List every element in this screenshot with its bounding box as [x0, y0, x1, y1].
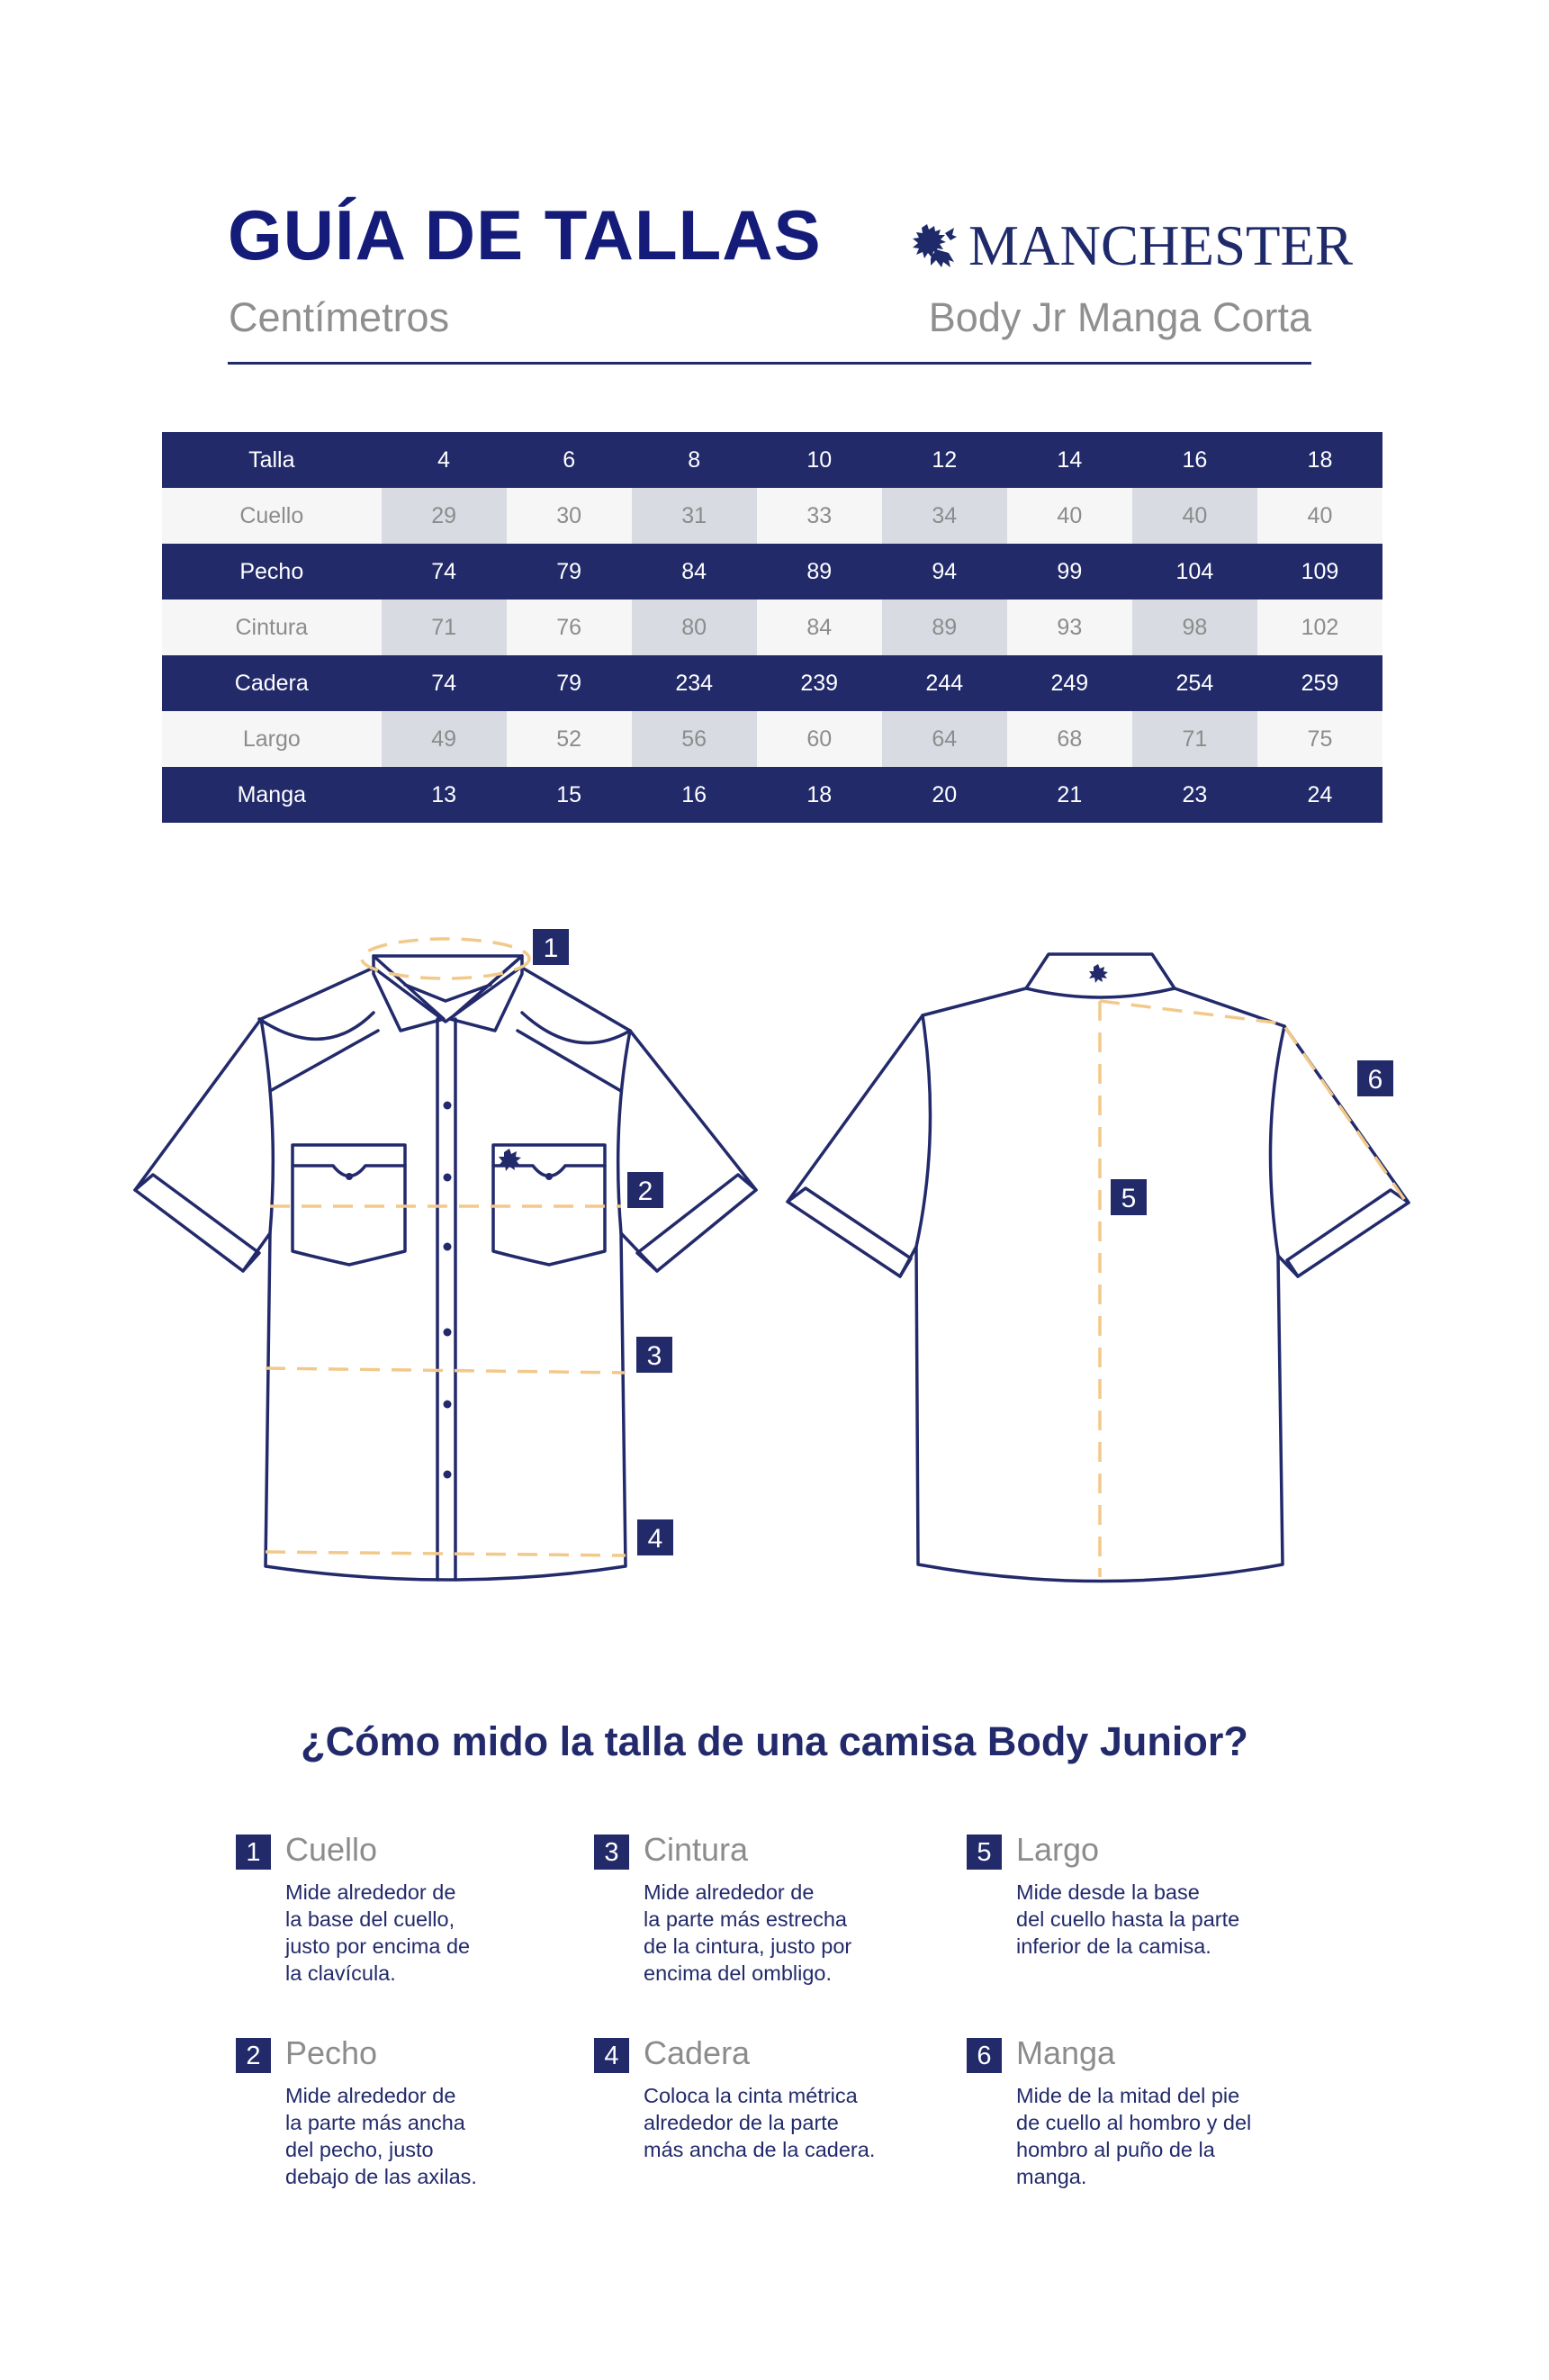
brand-wordmark: MANCHESTER: [968, 213, 1354, 277]
brand-logo: [909, 213, 1354, 277]
howto-number: 5: [967, 1835, 1002, 1870]
sleeve-tape: [1100, 1001, 1406, 1202]
table-cell: 89: [882, 600, 1007, 655]
howto-name: Cuello: [285, 1831, 378, 1868]
howto-desc: Coloca la cinta métrica alrededor de la parte más ancha de la cadera.: [644, 2084, 876, 2161]
table-cell: 84: [757, 600, 882, 655]
table-cell: 64: [882, 711, 1007, 767]
page-title: GUÍA DE TALLAS: [228, 195, 822, 275]
table-cell: 15: [507, 767, 632, 823]
table-cell: 244: [882, 655, 1007, 711]
howto-name: Pecho: [285, 2034, 378, 2071]
howto-desc: Mide de la mitad del pie de cuello al hombro y del hombro al puño de la manga.: [1016, 2084, 1252, 2188]
table-cell: 16: [1132, 432, 1257, 488]
table-cell: 8: [632, 432, 757, 488]
diagram-markers: [533, 929, 1393, 1555]
row-label: Manga: [162, 767, 382, 823]
table-cell: 76: [507, 600, 632, 655]
marker-number: 1: [543, 933, 559, 963]
table-cell: 259: [1257, 655, 1382, 711]
table-cell: 4: [382, 432, 507, 488]
table-cell: 16: [632, 767, 757, 823]
table-cell: 31: [632, 488, 757, 544]
table-cell: 68: [1007, 711, 1132, 767]
table-row: [162, 767, 1382, 823]
table-cell: 99: [1007, 544, 1132, 600]
row-label: Talla: [162, 432, 382, 488]
table-cell: 94: [882, 544, 1007, 600]
shirt-diagram: [0, 900, 1549, 1620]
unit-subtitle: Centímetros: [229, 294, 450, 340]
marker-1: [533, 929, 569, 965]
table-cell: 30: [507, 488, 632, 544]
table-cell: 52: [507, 711, 632, 767]
table-cell: 23: [1132, 767, 1257, 823]
howto-number: 1: [236, 1835, 271, 1870]
howto-question: ¿Cómo mido la talla de una camisa Body Junior?: [301, 1718, 1248, 1764]
waist-tape: [266, 1368, 626, 1373]
marker-number: 2: [637, 1176, 653, 1206]
row-label: Cuello: [162, 488, 382, 544]
row-label: Pecho: [162, 544, 382, 600]
table-cell: 21: [1007, 767, 1132, 823]
table-cell: 104: [1132, 544, 1257, 600]
table-cell: 40: [1007, 488, 1132, 544]
howto-number: 4: [594, 2038, 629, 2073]
table-cell: 89: [757, 544, 882, 600]
howto-number: 3: [594, 1835, 629, 1870]
table-row: [162, 488, 1382, 544]
table-cell: 14: [1007, 432, 1132, 488]
marker-number: 6: [1367, 1065, 1383, 1095]
marker-6: [1357, 1060, 1393, 1096]
table-cell: 234: [632, 655, 757, 711]
table-cell: 49: [382, 711, 507, 767]
lion-icon: [909, 222, 958, 269]
marker-number: 3: [646, 1341, 662, 1371]
table-cell: 33: [757, 488, 882, 544]
howto-name: Largo: [1016, 1831, 1100, 1868]
table-cell: 12: [882, 432, 1007, 488]
howto-name: Cadera: [644, 2034, 751, 2071]
table-cell: 71: [382, 600, 507, 655]
product-name: Body Jr Manga Corta: [928, 294, 1311, 340]
table-cell: 56: [632, 711, 757, 767]
table-cell: 18: [1257, 432, 1382, 488]
howto-desc: Mide alrededor de la parte más estrecha de la cintura, justo por encima del ombligo.: [644, 1880, 852, 1985]
table-cell: 71: [1132, 711, 1257, 767]
table-row: [162, 544, 1382, 600]
marker-number: 4: [647, 1524, 663, 1554]
howto-name: Manga: [1016, 2034, 1116, 2071]
table-cell: 79: [507, 544, 632, 600]
howto-desc: Mide alrededor de la base del cuello, justo por encima de la clavícula.: [285, 1880, 471, 1985]
howto-desc: Mide alrededor de la parte más ancha del pecho, justo debajo de las axilas.: [285, 2084, 477, 2188]
table-cell: 74: [382, 655, 507, 711]
front-shirt-icon: [135, 956, 756, 1580]
howto-number: 2: [236, 2038, 271, 2073]
marker-5: [1111, 1179, 1147, 1215]
table-row: [162, 711, 1382, 767]
table-cell: 109: [1257, 544, 1382, 600]
marker-number: 5: [1121, 1184, 1137, 1213]
table-cell: 254: [1132, 655, 1257, 711]
header-divider: [228, 362, 1311, 365]
howto-desc: Mide desde la base del cuello hasta la parte inferior de la camisa.: [1016, 1880, 1240, 1958]
table-cell: 40: [1132, 488, 1257, 544]
row-label: Cintura: [162, 600, 382, 655]
table-cell: 6: [507, 432, 632, 488]
table-row: [162, 655, 1382, 711]
table-cell: 84: [632, 544, 757, 600]
table-cell: 13: [382, 767, 507, 823]
table-cell: 239: [757, 655, 882, 711]
table-cell: 98: [1132, 600, 1257, 655]
howto-name: Cintura: [644, 1831, 749, 1868]
table-cell: 80: [632, 600, 757, 655]
table-cell: 20: [882, 767, 1007, 823]
table-cell: 75: [1257, 711, 1382, 767]
table-cell: 29: [382, 488, 507, 544]
table-cell: 24: [1257, 767, 1382, 823]
hip-tape: [266, 1552, 626, 1555]
table-cell: 60: [757, 711, 882, 767]
table-cell: 102: [1257, 600, 1382, 655]
table-cell: 93: [1007, 600, 1132, 655]
marker-3: [636, 1337, 672, 1373]
size-table: [162, 432, 1382, 823]
table-cell: 249: [1007, 655, 1132, 711]
table-cell: 10: [757, 432, 882, 488]
back-shirt-icon: [788, 954, 1409, 1582]
table-cell: 79: [507, 655, 632, 711]
row-label: Cadera: [162, 655, 382, 711]
row-label: Largo: [162, 711, 382, 767]
table-row: [162, 600, 1382, 655]
table-cell: 18: [757, 767, 882, 823]
table-cell: 40: [1257, 488, 1382, 544]
table-cell: 74: [382, 544, 507, 600]
table-cell: 34: [882, 488, 1007, 544]
table-row: [162, 432, 1382, 488]
howto-number: 6: [967, 2038, 1002, 2073]
marker-2: [627, 1172, 663, 1208]
marker-4: [637, 1519, 673, 1555]
